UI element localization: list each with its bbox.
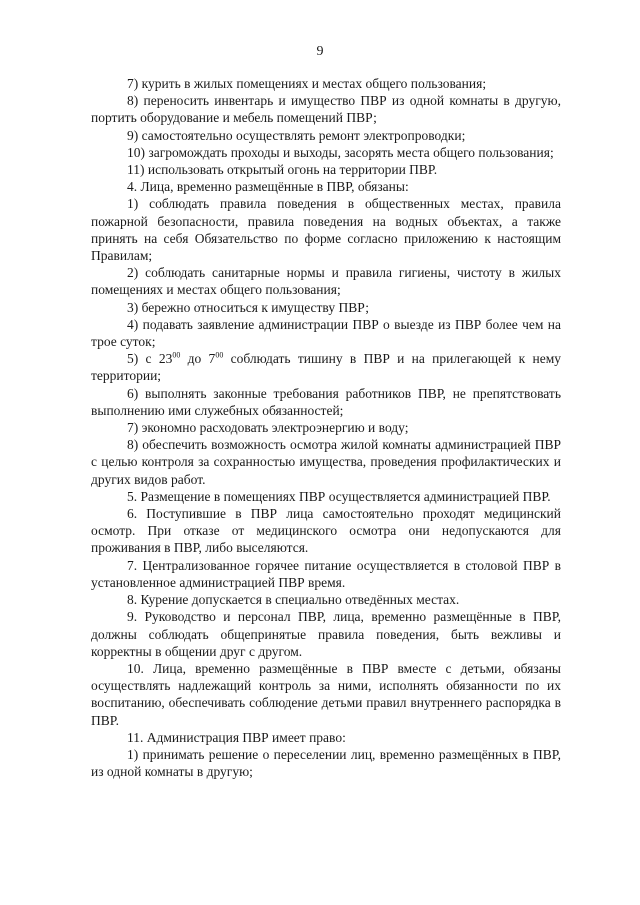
paragraph: 3) бережно относиться к имуществу ПВР; [127, 299, 369, 315]
paragraph: 11) использовать открытый огонь на территории ПВР. [127, 162, 438, 178]
paragraph: 6) выполнять законные требования работников ПВР, не препятствовать выполнению ими служебных обязанностей; [91, 385, 561, 418]
paragraph: 6. Поступившие в ПВР лица самостоятельно проходят медицинский осмотр. При отказе от медицинского осмотра они недопускаются для проживания в ПВР, либо выселяются. [91, 506, 561, 556]
paragraph: 4. Лица, временно размещённые в ПВР, обязаны: [127, 179, 409, 195]
paragraph: 10. Лица, временно размещённые в ПВР вместе с детьми, обязаны осуществлять надлежащий контроль за ними, исполнять обязанности по их воспитанию, обеспечивать соблюдение детьми правил внутреннего распорядка в ПВР. [91, 660, 561, 728]
document-body [91, 75, 561, 780]
silence-end-minutes: 00 [215, 350, 224, 360]
paragraph: 10) загромождать проходы и выходы, засорять места общего пользования; [127, 144, 554, 160]
paragraph: 11. Администрация ПВР имеет право: [127, 729, 346, 745]
silence-suffix: соблюдать тишину в ПВР и на прилегающей к нему территории; [91, 351, 561, 384]
paragraph: 8) обеспечить возможность осмотра жилой комнаты администрацией ПВР с целью контроля за сохранностью имущества, проведения профилактических и других видов работ. [91, 437, 561, 487]
paragraph: 7. Централизованное горячее питание осуществляется в столовой ПВР в установленное администрацией ПВР время. [91, 557, 561, 590]
paragraph: 7) экономно расходовать электроэнергию и воду; [127, 420, 409, 436]
paragraph: 5. Размещение в помещениях ПВР осуществляется администрацией ПВР. [127, 488, 551, 504]
paragraph: 2) соблюдать санитарные нормы и правила гигиены, чистоту в жилых помещениях и местах общего пользования; [91, 265, 561, 298]
paragraph: 1) принимать решение о переселении лиц, временно размещённых в ПВР, из одной комнаты в другую; [91, 746, 561, 780]
paragraph: 7) курить в жилых помещениях и местах общего пользования; [127, 76, 487, 91]
paragraph: 8) переносить инвентарь и имущество ПВР из одной комнаты в другую, портить оборудование и мебель помещений ПВР; [91, 93, 561, 126]
silence-middle: до 7 [180, 351, 216, 367]
paragraph: 8. Курение допускается в специально отведённых местах. [127, 592, 460, 608]
paragraph: 9. Руководство и персонал ПВР, лица, временно размещённые в ПВР, должны соблюдать общепринятые правила поведения, быть вежливы и корректны в общении друг с другом. [91, 609, 561, 659]
paragraph-silence-hours [91, 350, 561, 384]
silence-start-minutes: 00 [172, 350, 181, 360]
silence-prefix: 5) с 23 [127, 351, 173, 367]
paragraph: 1) соблюдать правила поведения в общественных местах, правила пожарной безопасности, правила поведения на водных объектах, а также принять на себя Обязательство по форме согласно приложению к настоящим Правилам; [91, 196, 561, 264]
paragraph: 9) самостоятельно осуществлять ремонт электропроводки; [127, 127, 466, 143]
paragraph: 4) подавать заявление администрации ПВР о выезде из ПВР более чем на трое суток; [91, 316, 561, 350]
page-number: 9 [316, 44, 324, 59]
